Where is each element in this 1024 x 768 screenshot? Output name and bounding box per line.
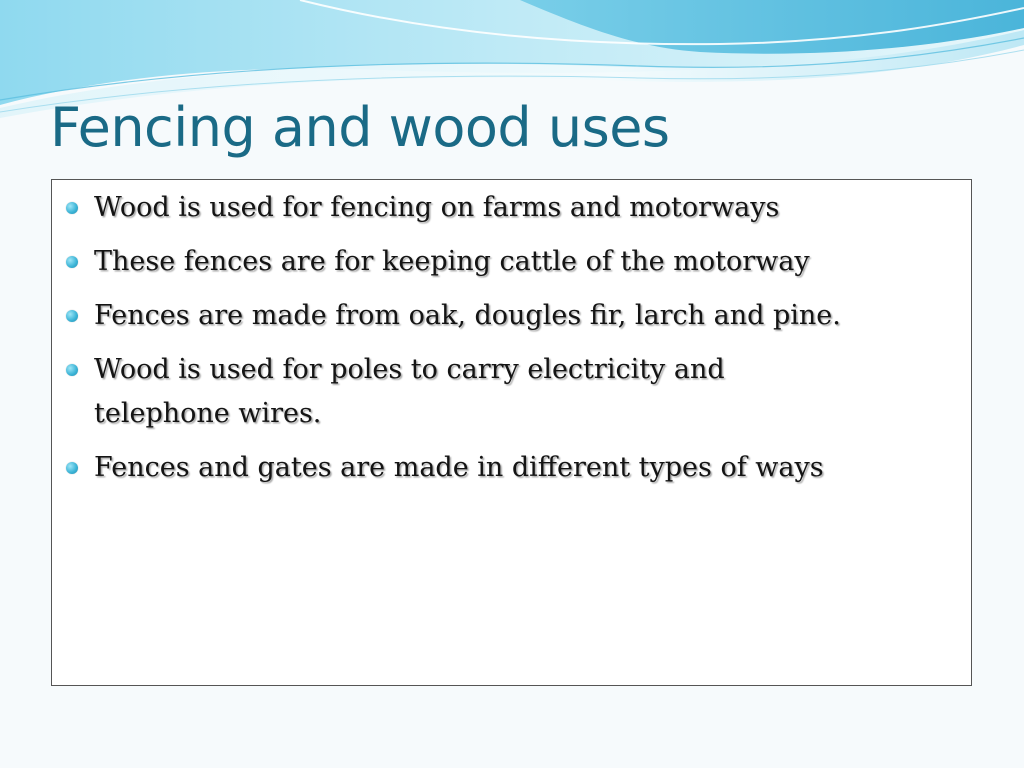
bullet-dot-icon bbox=[66, 364, 78, 376]
bullet-item bbox=[66, 348, 956, 436]
bullet-item bbox=[66, 240, 956, 284]
bullet-dot-icon bbox=[66, 202, 78, 214]
bullet-text: Fences are made from oak, dougles fir, larch and pine. bbox=[94, 300, 841, 331]
bullet-text: Wood is used for fencing on farms and motorways bbox=[94, 192, 780, 223]
bullet-dot-icon bbox=[66, 462, 78, 474]
bullet-text: Fences and gates are made in different types of ways bbox=[94, 452, 824, 483]
slide-title: Fencing and wood uses bbox=[50, 96, 670, 159]
bullet-item bbox=[66, 294, 956, 338]
bullet-text: These fences are for keeping cattle of the motorway bbox=[94, 246, 810, 277]
bullet-list bbox=[66, 186, 956, 500]
bullet-dot-icon bbox=[66, 256, 78, 268]
bullet-dot-icon bbox=[66, 310, 78, 322]
bullet-item bbox=[66, 186, 956, 230]
bullet-item bbox=[66, 446, 956, 490]
bullet-text: Wood is used for poles to carry electricity and telephone wires. bbox=[94, 354, 725, 429]
content-box bbox=[51, 179, 972, 686]
